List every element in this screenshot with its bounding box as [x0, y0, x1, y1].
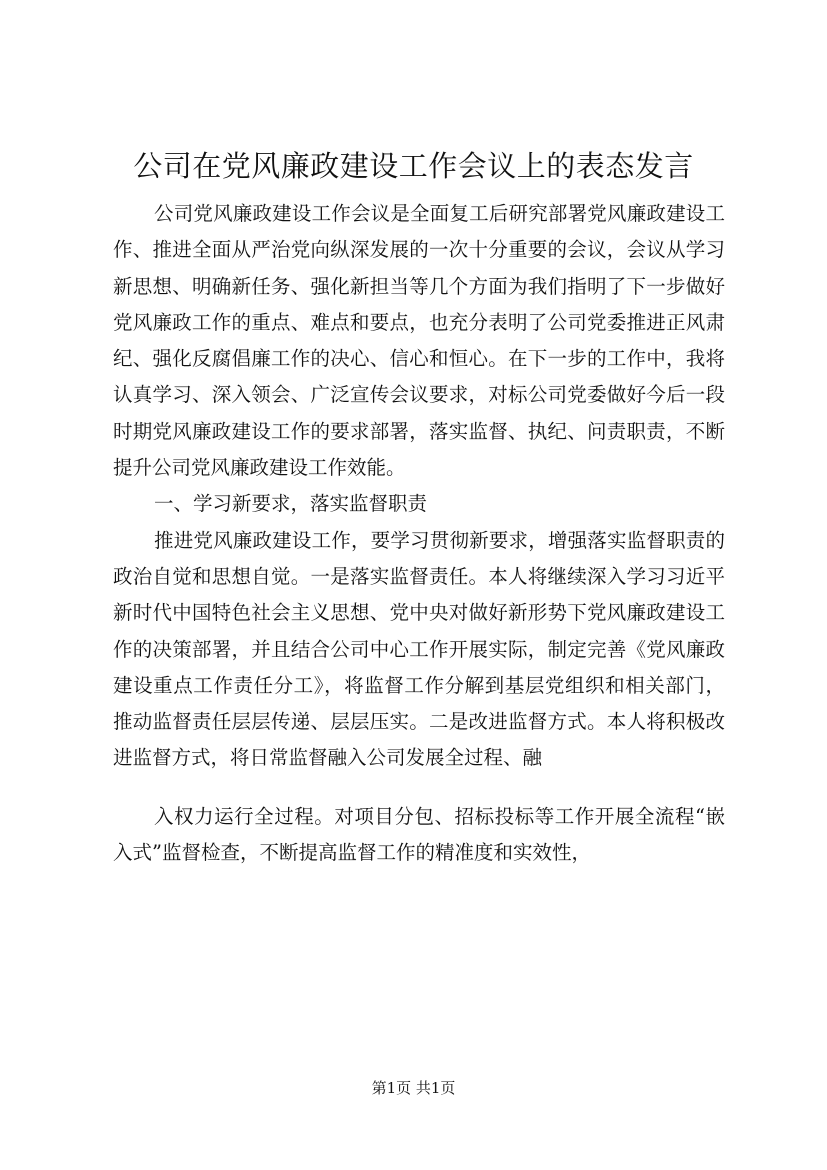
- paragraph-section-one: 推进党风廉政建设工作，要学习贯彻新要求，增强落实监督职责的政治自觉和思想自觉。一是落实监督责任。本人将继续深入学习习近平新时代中国特色社会主义思想、党中央对做好新形势下党风廉政建设工作的决策部署，并且结合公司中心工作开展实际，制定完善《党风廉政建设重点工作责任分工》，将监督工作分解到基层党组织和相关部门，推动监督责任层层传递、层层压实。二是改进监督方式。本人将积极改进监督方式，将日常监督融入公司发展全过程、融: [113, 528, 725, 770]
- page-footer: 第1页 共1页: [371, 1079, 456, 1097]
- paragraph-continuation: 入权力运行全过程。对项目分包、招标投标等工作开展全流程“嵌入式”监督检查，不断提高监督工作的精准度和实效性，: [113, 804, 725, 865]
- section-heading: 一、学习新要求，落实监督职责: [154, 492, 428, 516]
- document-title: 公司在党风廉政建设工作会议上的表态发言: [133, 149, 694, 183]
- paragraph-intro: 公司党风廉政建设工作会议是全面复工后研究部署党风廉政建设工作、推进全面从严治党向纵深发展的一次十分重要的会议，会议从学习新思想、明确新任务、强化新担当等几个方面为我们指明了下一步做好党风廉政工作的重点、难点和要点，也充分表明了公司党委推进正风肃纪、强化反腐倡廉工作的决心、信心和恒心。在下一步的工作中，我将认真学习、深入领会、广泛宣传会议要求，对标公司党委做好今后一段时期党风廉政建设工作的要求部署，落实监督、执纪、问责职责，不断提升公司党风廉政建设工作效能。: [113, 202, 725, 480]
- document-body: [113, 196, 725, 871]
